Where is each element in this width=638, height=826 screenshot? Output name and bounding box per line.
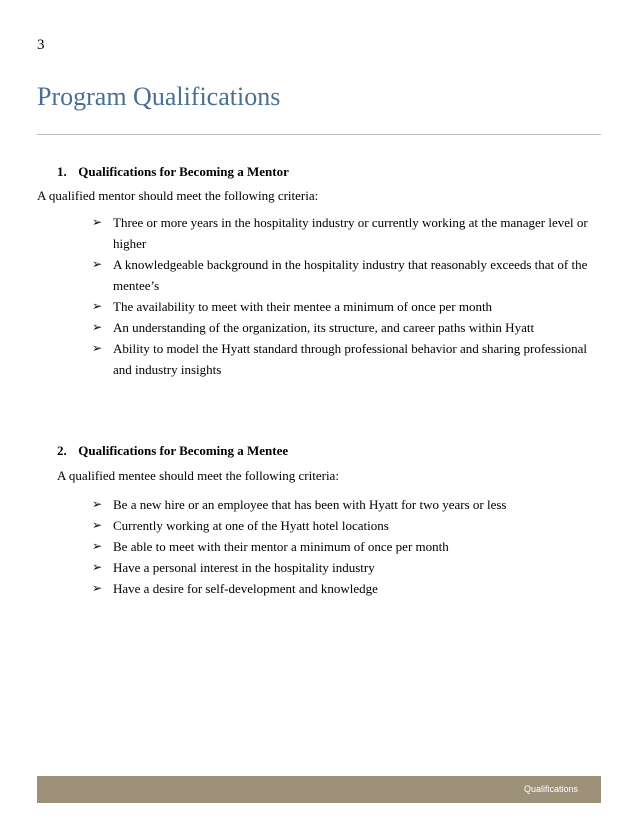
mentee-intro: A qualified mentee should meet the following criteria:: [57, 468, 339, 483]
list-item-text: Be able to meet with their mentor a minimum of once per month: [113, 539, 449, 554]
arrowhead-right-icon: ➢: [92, 497, 103, 511]
arrowhead-right-icon: ➢: [92, 539, 103, 553]
list-item-text: A knowledgeable background in the hospitality industry that reasonably exceeds that of the mentee’s: [113, 257, 588, 293]
list-item-text: Currently working at one of the Hyatt hotel locations: [113, 518, 389, 533]
list-item: [92, 317, 592, 338]
list-item: [92, 515, 592, 536]
list-item: [92, 338, 592, 380]
arrowhead-right-icon: ➢: [92, 215, 103, 229]
mentee-section-number: 2.: [57, 443, 67, 458]
list-item-text: Ability to model the Hyatt standard through professional behavior and sharing professional and industry insights: [113, 341, 588, 377]
mentor-section-number: 1.: [57, 164, 67, 179]
list-item-text: Have a desire for self-development and knowledge: [113, 581, 378, 596]
list-item: [92, 494, 592, 515]
arrowhead-right-icon: ➢: [92, 320, 103, 334]
page-title: Program Qualifications: [37, 82, 281, 111]
list-item: [92, 557, 592, 578]
list-item: [92, 296, 592, 317]
page-number: 3: [37, 37, 45, 53]
mentor-section-title: Qualifications for Becoming a Mentor: [78, 164, 289, 179]
list-item-text: Be a new hire or an employee that has been with Hyatt for two years or less: [113, 497, 507, 512]
arrowhead-right-icon: ➢: [92, 257, 103, 271]
list-item: [92, 578, 592, 599]
title-divider: [37, 134, 601, 135]
list-item-text: Have a personal interest in the hospitality industry: [113, 560, 375, 575]
list-item: [92, 536, 592, 557]
arrowhead-right-icon: ➢: [92, 341, 103, 355]
footer-bar: [37, 776, 601, 803]
arrowhead-right-icon: ➢: [92, 518, 103, 532]
mentee-section-heading: [57, 443, 288, 459]
list-item: [92, 212, 592, 254]
mentor-criteria-list: [92, 212, 592, 380]
mentee-section-title: Qualifications for Becoming a Mentee: [78, 443, 289, 458]
mentee-criteria-list: [92, 494, 592, 599]
mentor-section-heading: [57, 164, 289, 180]
arrowhead-right-icon: ➢: [92, 581, 103, 595]
list-item-text: The availability to meet with their mentee a minimum of once per month: [113, 299, 493, 314]
list-item: [92, 254, 592, 296]
footer-label: Qualifications: [523, 784, 578, 794]
arrowhead-right-icon: ➢: [92, 299, 103, 313]
arrowhead-right-icon: ➢: [92, 560, 103, 574]
mentor-intro: A qualified mentor should meet the following criteria:: [37, 188, 319, 203]
list-item-text: Three or more years in the hospitality industry or currently working at the manager level or higher: [113, 215, 588, 251]
list-item-text: An understanding of the organization, its structure, and career paths within Hyatt: [113, 320, 535, 335]
